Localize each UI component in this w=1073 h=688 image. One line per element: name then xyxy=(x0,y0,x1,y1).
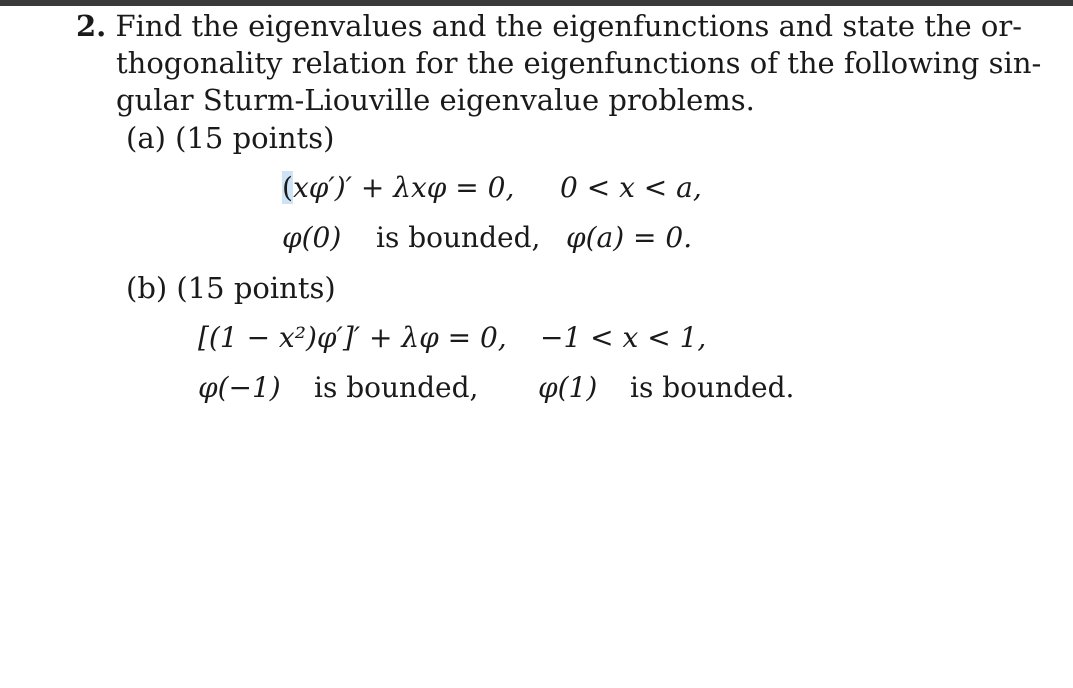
part-a-bc-right: φ(a) = 0. xyxy=(566,221,693,254)
top-border xyxy=(0,0,1073,6)
part-b-bc-left: φ(−1) xyxy=(198,371,281,404)
part-a-bc-left: φ(0) xyxy=(282,221,342,254)
part-b-bc-text-1: is bounded, xyxy=(314,371,479,404)
part-b-label: (b) (15 points) xyxy=(126,271,336,305)
intro-text-1: Find the eigenvalues and the eigenfunctions and state the or- xyxy=(115,9,1023,43)
intro-line-3: gular Sturm-Liouville eigenvalue problems. xyxy=(116,83,755,117)
part-b-bc-right: φ(1) xyxy=(538,371,598,404)
part-a-label: (a) (15 points) xyxy=(126,121,335,155)
text-selection-highlight[interactable]: ( xyxy=(282,171,293,204)
problem-number: 2. xyxy=(76,9,107,43)
part-a-bc-text: is bounded, xyxy=(376,221,541,254)
part-a-ode xyxy=(282,170,514,206)
intro-line-2: thogonality relation for the eigenfunctions of the following sin- xyxy=(116,46,1042,80)
part-b-domain: −1 < x < 1, xyxy=(540,321,707,354)
part-a-ode-expression: xφ′)′ + λxφ = 0, xyxy=(292,171,515,204)
part-a-domain: 0 < x < a, xyxy=(560,171,702,204)
part-b-ode: [(1 − x²)φ′]′ + λφ = 0, xyxy=(198,321,507,354)
intro-line-1 xyxy=(76,8,1022,44)
part-b-bc-text-2: is bounded. xyxy=(630,371,795,404)
